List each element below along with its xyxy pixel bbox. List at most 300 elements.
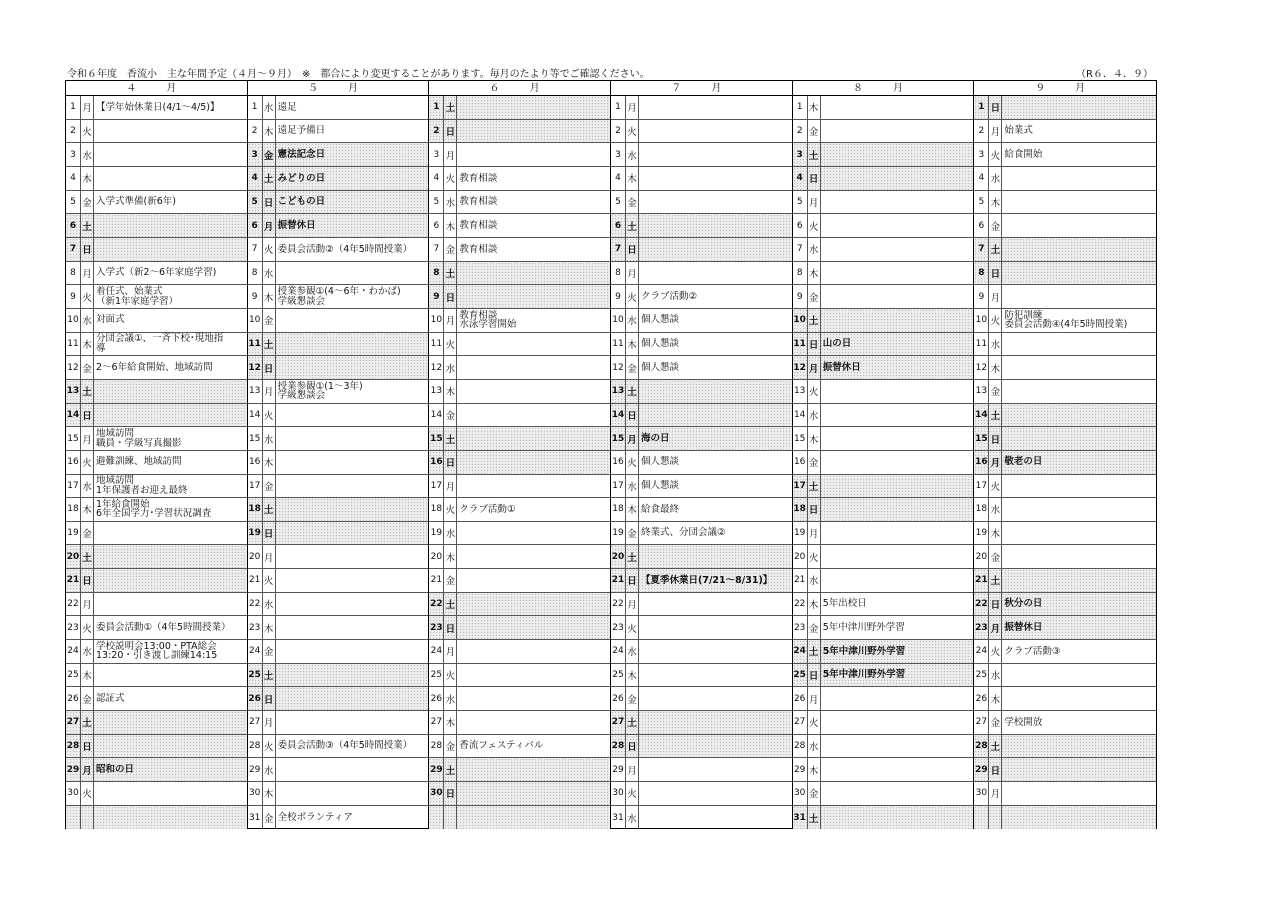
weekday: 火 [989,143,1002,166]
day-row [429,238,610,262]
day-number: 29 [429,758,444,781]
event-text [821,404,974,427]
weekday [989,806,1002,830]
month-column-june [429,81,611,828]
day-number: 30 [66,782,81,805]
event-text [1002,380,1156,403]
weekday: 日 [989,262,1002,285]
day-number: 29 [793,758,808,781]
day-row [974,569,1156,593]
weekday: 土 [81,214,94,237]
day-number: 13 [429,380,444,403]
event-text [457,522,610,545]
weekday: 木 [263,782,276,805]
day-number: 17 [611,475,626,498]
month-header: ５ 月 [248,81,429,96]
weekday: 土 [626,711,639,734]
event-text: 個人懇談 [641,314,680,326]
day-number: 15 [66,427,81,450]
day-number: 10 [248,309,263,332]
weekday: 日 [263,191,276,214]
day-row [429,120,610,144]
weekday: 日 [808,333,821,356]
event-text [639,593,792,616]
event-text [639,782,792,805]
day-number: 6 [429,214,444,237]
event-text: 分団会議①、一斉下校･現地指 導 [96,333,224,354]
weekday: 土 [444,427,457,450]
event-text [1002,806,1156,830]
month-column-august [793,81,975,828]
event-text [276,782,429,805]
day-row [248,238,429,262]
day-row [974,451,1156,475]
day-row [66,687,247,711]
event-text [457,806,610,830]
day-row [611,380,792,404]
weekday: 月 [444,143,457,166]
day-row [429,96,610,120]
event-text: 振替休日 [822,361,861,373]
event-text: 山の日 [822,338,852,350]
event-text [1002,427,1156,450]
weekday: 金 [263,806,276,830]
day-row [248,687,429,711]
weekday: 土 [808,640,821,663]
day-row [611,522,792,546]
day-row [974,404,1156,428]
day-row [611,238,792,262]
weekday: 月 [808,356,821,379]
day-number: 3 [429,143,444,166]
day-row [611,806,792,830]
weekday: 土 [263,333,276,356]
day-row [248,427,429,451]
weekday: 木 [808,758,821,781]
event-text [94,806,247,830]
day-row [793,167,974,191]
day-row [248,758,429,782]
weekday: 土 [626,380,639,403]
day-row [793,309,974,333]
event-text: 委員会活動②（4年5時間授業） [277,243,413,255]
weekday: 金 [808,451,821,474]
weekday: 火 [81,616,94,639]
weekday: 日 [444,616,457,639]
event-text [639,120,792,143]
day-row [66,120,247,144]
event-text [94,569,247,592]
weekday: 金 [81,522,94,545]
day-row [429,475,610,499]
day-row [248,806,429,830]
day-number: 10 [66,309,81,332]
day-number: 17 [974,475,989,498]
weekday: 金 [626,687,639,710]
weekday: 月 [263,711,276,734]
day-number: 31 [793,806,808,830]
day-row [429,664,610,688]
day-row [974,356,1156,380]
day-number: 18 [66,498,81,521]
weekday: 水 [81,309,94,332]
day-number: 17 [66,475,81,498]
weekday: 日 [808,498,821,521]
month-column-july [611,81,793,828]
day-row [974,616,1156,640]
event-text: 地域訪問 職員・学級写真撮影 [96,428,182,449]
weekday: 月 [626,427,639,450]
event-text: 【学年始休業日(4/1～4/5)】 [96,101,220,113]
day-number: 21 [248,569,263,592]
event-text [821,238,974,261]
day-row [611,309,792,333]
weekday: 金 [808,285,821,308]
day-number: 5 [66,191,81,214]
day-row [66,262,247,286]
event-text [1002,356,1156,379]
event-text [94,522,247,545]
event-text: 始業式 [1004,125,1033,137]
event-text [457,711,610,734]
event-text [276,687,429,710]
day-number: 20 [793,545,808,568]
page-title: 令和６年度 香流小 主な年間予定（４月～９月） ※ 都合により変更することがあります。毎月のたより等でご確認ください。 [67,69,650,80]
day-number: 11 [793,333,808,356]
day-number: 1 [793,96,808,119]
event-text: 全校ボランティア [277,811,353,823]
day-row [66,285,247,309]
event-text [276,593,429,616]
weekday: 水 [444,356,457,379]
day-number: 24 [66,640,81,663]
day-number: 1 [611,96,626,119]
day-row [66,545,247,569]
event-text: 教育相談 [459,243,498,255]
day-number: 11 [248,333,263,356]
weekday: 木 [263,120,276,143]
weekday: 木 [444,711,457,734]
weekday: 土 [808,806,821,830]
day-row [429,451,610,475]
day-row [248,522,429,546]
event-text [1002,214,1156,237]
weekday: 日 [81,404,94,427]
day-row [611,214,792,238]
day-number: 22 [66,593,81,616]
day-number: 6 [793,214,808,237]
weekday: 火 [81,451,94,474]
day-number: 20 [974,545,989,568]
weekday: 土 [263,664,276,687]
event-text: 授業参観①(1～3年) 学級懇談会 [277,380,363,402]
event-text [639,214,792,237]
event-text [639,735,792,758]
weekday: 金 [444,735,457,758]
weekday: 金 [626,191,639,214]
day-row [248,285,429,309]
weekday: 土 [626,214,639,237]
day-row [611,782,792,806]
event-text [276,545,429,568]
day-row [429,309,610,333]
weekday: 火 [989,475,1002,498]
day-row [974,380,1156,404]
event-text [276,309,429,332]
day-row [66,214,247,238]
event-text [821,96,974,119]
day-number: 18 [611,498,626,521]
day-row [429,380,610,404]
day-row [429,640,610,664]
weekday: 日 [808,664,821,687]
event-text [639,167,792,190]
day-number: 28 [429,735,444,758]
day-row [793,356,974,380]
day-row [974,640,1156,664]
event-text [94,214,247,237]
day-number: 29 [611,758,626,781]
event-text [94,238,247,261]
day-row [793,664,974,688]
day-number: 27 [793,711,808,734]
event-text [1002,333,1156,356]
weekday: 月 [808,191,821,214]
day-row [248,214,429,238]
day-number: 17 [248,475,263,498]
event-text: みどりの日 [277,172,326,184]
day-number: 7 [248,238,263,261]
event-text [1002,96,1156,119]
weekday: 水 [263,262,276,285]
day-row [611,711,792,735]
weekday: 月 [263,380,276,403]
day-number: 10 [793,309,808,332]
day-number: 15 [429,427,444,450]
day-number: 12 [66,356,81,379]
weekday: 日 [626,404,639,427]
day-number: 22 [793,593,808,616]
day-number: 30 [793,782,808,805]
event-text [1002,664,1156,687]
day-number: 16 [66,451,81,474]
weekday: 月 [626,262,639,285]
day-row [611,616,792,640]
event-text [457,96,610,119]
day-row [974,427,1156,451]
event-text [457,687,610,710]
day-row [66,404,247,428]
day-number: 6 [611,214,626,237]
day-number: 5 [974,191,989,214]
day-row [66,498,247,522]
event-text: 地域訪問 1年保護者お迎え最終 [96,475,188,496]
event-text: 教育相談 [459,196,498,208]
event-text: 授業参観①(4～6年・わかば) 学級懇談会 [277,286,401,307]
event-text [821,451,974,474]
event-text [1002,167,1156,190]
day-number: 21 [974,569,989,592]
event-text [639,143,792,166]
event-text [94,120,247,143]
day-row [66,191,247,215]
day-number: 5 [429,191,444,214]
day-number: 18 [429,498,444,521]
event-text [94,143,247,166]
weekday: 日 [444,782,457,805]
day-number: 28 [248,735,263,758]
day-row [793,451,974,475]
day-row [611,285,792,309]
event-text [639,711,792,734]
event-text: 2～6年給食開始、地域訪問 [96,361,213,373]
month-column-may [248,81,430,828]
weekday: 火 [81,782,94,805]
day-number: 25 [974,664,989,687]
day-number: 12 [974,356,989,379]
day-row [793,427,974,451]
day-number: 22 [248,593,263,616]
day-number: 7 [429,238,444,261]
weekday: 火 [444,167,457,190]
weekday: 土 [808,309,821,332]
day-row [974,735,1156,759]
event-text [276,333,429,356]
day-number: 20 [66,545,81,568]
weekday: 月 [263,214,276,237]
month-column-september [974,81,1156,828]
day-row [974,191,1156,215]
event-text [821,309,974,332]
weekday: 火 [626,782,639,805]
day-number: 26 [974,687,989,710]
empty-day-row [974,806,1156,830]
weekday: 日 [989,96,1002,119]
day-number: 4 [248,167,263,190]
day-number: 20 [248,545,263,568]
weekday: 日 [444,451,457,474]
day-number: 31 [611,806,626,830]
day-number: 14 [248,404,263,427]
weekday: 金 [444,238,457,261]
day-number: 24 [248,640,263,663]
day-row [974,333,1156,357]
day-row [429,143,610,167]
day-number: 13 [974,380,989,403]
day-row [793,120,974,144]
day-row [611,167,792,191]
weekday: 日 [263,356,276,379]
weekday: 日 [808,167,821,190]
day-row [974,758,1156,782]
day-number: 15 [793,427,808,450]
day-number: 13 [611,380,626,403]
day-number: 31 [248,806,263,830]
day-row [611,758,792,782]
weekday: 日 [626,238,639,261]
event-text [639,640,792,663]
event-text [457,782,610,805]
day-row [429,687,610,711]
day-number: 27 [248,711,263,734]
event-text [457,120,610,143]
weekday: 金 [444,404,457,427]
event-text [821,285,974,308]
day-row [611,593,792,617]
weekday: 月 [626,96,639,119]
day-row [66,238,247,262]
weekday: 月 [989,451,1002,474]
month-header: ９ 月 [974,81,1156,96]
day-number: 8 [611,262,626,285]
day-row [611,735,792,759]
weekday: 水 [808,735,821,758]
event-text [457,664,610,687]
event-text [457,758,610,781]
day-number: 6 [66,214,81,237]
weekday: 月 [444,640,457,663]
weekday: 月 [81,262,94,285]
event-text: 終業式、分団会議② [641,527,726,539]
weekday: 金 [81,356,94,379]
weekday: 火 [263,404,276,427]
weekday: 水 [626,143,639,166]
day-row [66,143,247,167]
weekday: 水 [444,191,457,214]
weekday: 日 [444,120,457,143]
weekday: 月 [989,285,1002,308]
day-row [611,191,792,215]
event-text [821,711,974,734]
day-number: 11 [611,333,626,356]
day-number: 10 [611,309,626,332]
day-number: 23 [611,616,626,639]
weekday: 日 [81,238,94,261]
event-text [1002,498,1156,521]
event-text: 入学式（新2～6年家庭学習) [96,267,217,279]
event-text [276,616,429,639]
day-row [429,498,610,522]
weekday: 土 [989,404,1002,427]
event-text: 昭和の日 [96,763,135,775]
event-text [639,664,792,687]
weekday: 火 [808,380,821,403]
day-number: 24 [429,640,444,663]
weekday: 金 [808,120,821,143]
weekday: 火 [444,333,457,356]
day-row [793,758,974,782]
weekday: 木 [81,498,94,521]
weekday: 火 [444,664,457,687]
weekday: 金 [626,522,639,545]
day-number: 20 [429,545,444,568]
weekday: 土 [81,380,94,403]
day-row [974,711,1156,735]
event-text [1002,735,1156,758]
day-number: 7 [793,238,808,261]
day-number: 6 [974,214,989,237]
event-text [276,404,429,427]
day-row [429,758,610,782]
day-row [611,664,792,688]
weekday: 水 [808,404,821,427]
day-number: 15 [611,427,626,450]
event-text: 個人懇談 [641,456,680,468]
weekday: 水 [989,498,1002,521]
event-text: 個人懇談 [641,338,680,350]
event-text [821,806,974,830]
weekday [444,806,457,830]
